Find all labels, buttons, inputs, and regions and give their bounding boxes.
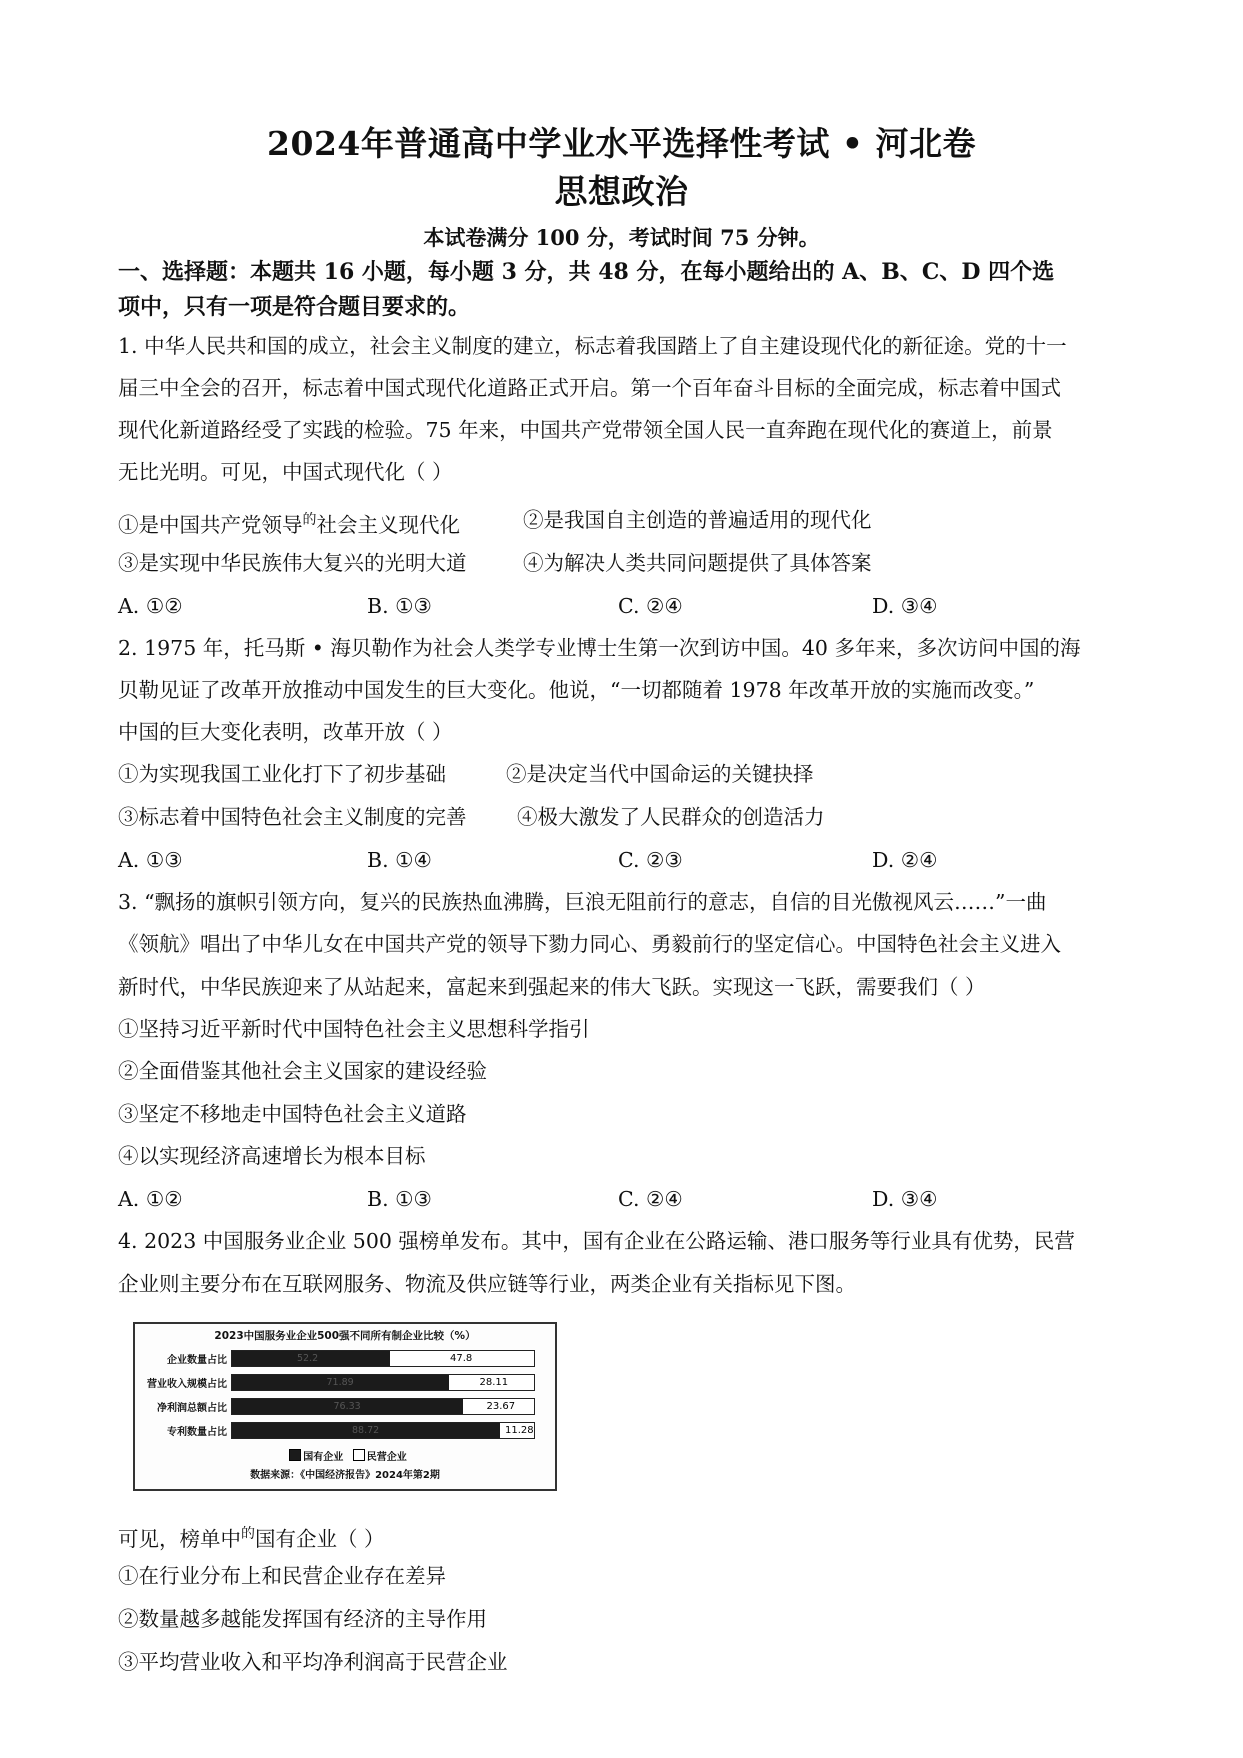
chart-title: 2023中国服务业企业500强不同所有制企业比较（%）: [214, 1330, 476, 1342]
q2-option-a[interactable]: A. ①③: [118, 848, 183, 872]
q3-option-a[interactable]: A. ①②: [118, 1187, 183, 1211]
q2-statement-3: ③标志着中国特色社会主义制度的完善: [118, 805, 467, 829]
q2-stem-line: 贝勒见证了改革开放推动中国发生的巨大变化。他说，“一切都随着 1978 年改革开放的实施而改变。”: [118, 678, 1035, 702]
chart-bar: [231, 1374, 535, 1391]
subject-title: 思想政治: [554, 172, 689, 211]
chart-bar: [231, 1350, 535, 1367]
exam-title: 2024年普通高中学业水平选择性考试 • 河北卷: [267, 124, 976, 163]
section-heading-line2: 项中，只有一项是符合题目要求的。: [118, 294, 471, 320]
q2-statement-2: ②是决定当代中国命运的关键抉择: [506, 762, 814, 786]
q2-option-c[interactable]: C. ②③: [618, 848, 683, 872]
chart-data-label-private: 47.8: [450, 1353, 473, 1364]
q3-stem-line: 《领航》唱出了中华儿女在中国共产党的领导下勠力同心、勇毅前行的坚定信心。中国特色社会主义进入: [118, 932, 1061, 956]
q3-stem-line: 3. “飘扬的旗帜引领方向，复兴的民族热血沸腾，巨浪无阻前行的意志，自信的目光傲视风云……”一曲: [118, 890, 1047, 914]
q1-statement-2: ②是我国自主创造的普遍适用的现代化: [523, 508, 872, 532]
q3-statement-3: ③坚定不移地走中国特色社会主义道路: [118, 1102, 467, 1126]
q3-statement-4: ④以实现经济高速增长为根本目标: [118, 1144, 426, 1168]
q4-statement-1: ①在行业分布上和民营企业存在差异: [118, 1564, 446, 1588]
q1-option-c[interactable]: C. ②④: [618, 594, 683, 618]
chart-category-label: 净利润总额占比: [157, 1403, 227, 1414]
q2-statement-1: ①为实现我国工业化打下了初步基础: [118, 762, 446, 786]
chart-category-label: 企业数量占比: [167, 1355, 227, 1366]
q2-option-b[interactable]: B. ①④: [367, 848, 432, 872]
chart-category-label: 营业收入规模占比: [147, 1379, 227, 1390]
q1-option-b[interactable]: B. ①③: [367, 594, 432, 618]
q4-statement-3: ③平均营业收入和平均净利润高于民营企业: [118, 1650, 508, 1674]
chart-data-label-state: 88.72: [352, 1425, 380, 1436]
q1-stem-line: 无比光明。可见，中国式现代化（ ）: [118, 460, 453, 484]
chart-data-label-state: 76.33: [333, 1401, 361, 1412]
q3-stem-line: 新时代，中华民族迎来了从站起来，富起来到强起来的伟大飞跃。实现这一飞跃，需要我们（ ）: [118, 975, 986, 999]
chart-bar: [231, 1422, 535, 1439]
legend-swatch-state: [289, 1449, 301, 1461]
q1-option-a[interactable]: A. ①②: [118, 594, 183, 618]
q3-option-b[interactable]: B. ①③: [367, 1187, 432, 1211]
q2-option-d[interactable]: D. ②④: [872, 848, 938, 872]
q3-option-d[interactable]: D. ③④: [872, 1187, 938, 1211]
section-heading-line1: 一、选择题：本题共 16 小题，每小题 3 分，共 48 分，在每小题给出的 A、B、C、D 四个选: [118, 259, 1055, 285]
q4-stem-line: 4. 2023 中国服务业企业 500 强榜单发布。其中，国有企业在公路运输、港口服务等行业具有优势，民营: [118, 1229, 1075, 1253]
q3-statement-2: ②全面借鉴其他社会主义国家的建设经验: [118, 1059, 487, 1083]
q4-statement-2: ②数量越多越能发挥国有经济的主导作用: [118, 1607, 487, 1631]
q1-stem-line: 现代化新道路经受了实践的检验。75 年来，中国共产党带领全国人民一直奔跑在现代化的赛道上，前景: [118, 418, 1053, 442]
q2-stem-line: 中国的巨大变化表明，改革开放（ ）: [118, 720, 453, 744]
chart-bar: [231, 1398, 535, 1415]
chart-data-label-private: 23.67: [486, 1401, 516, 1412]
q1-statement-3: ③是实现中华民族伟大复兴的光明大道: [118, 551, 467, 575]
chart-data-label-state: 71.89: [326, 1377, 354, 1388]
q1-statement-1: ①是中国共产党领导$^的$社会主义现代化: [118, 512, 460, 537]
chart-category-label: 专利数量占比: [167, 1427, 227, 1438]
q3-statement-1: ①坚持习近平新时代中国特色社会主义思想科学指引: [118, 1017, 590, 1041]
exam-note: 本试卷满分 100 分，考试时间 75 分钟。: [423, 225, 820, 250]
q4-stem-line: 企业则主要分布在互联网服务、物流及供应链等行业，两类企业有关指标见下图。: [118, 1272, 856, 1296]
legend-swatch-private: [353, 1449, 365, 1461]
q2-stem-line: 2. 1975 年，托马斯 • 海贝勒作为社会人类学专业博士生第一次到访中国。40 多年来，多次访问中国的海: [118, 636, 1081, 660]
q4-stem: 可见，榜单中$^的$国有企业（ ）: [118, 1526, 385, 1551]
chart-source: 数据来源：《中国经济报告》2024年第2期: [250, 1470, 440, 1481]
chart-data-label-private: 11.28: [505, 1425, 534, 1436]
ownership-comparison-chart: [133, 1322, 557, 1491]
q1-option-d[interactable]: D. ③④: [872, 594, 938, 618]
q1-statement-4: ④为解决人类共同问题提供了具体答案: [523, 551, 872, 575]
q2-statement-4: ④极大激发了人民群众的创造活力: [517, 805, 825, 829]
q1-stem-line: 届三中全会的召开，标志着中国式现代化道路正式开启。第一个百年奋斗目标的全面完成，标志着中国式: [118, 376, 1061, 400]
q1-stem-line: 1. 中华人民共和国的成立，社会主义制度的建立，标志着我国踏上了自主建设现代化的新征途。党的十一: [118, 334, 1067, 358]
chart-legend: [135, 1448, 555, 1463]
q3-option-c[interactable]: C. ②④: [618, 1187, 683, 1211]
chart-data-label-state: 52.2: [297, 1353, 319, 1364]
chart-data-label-private: 28.11: [479, 1377, 509, 1388]
legend-label-private: 民营企业: [366, 1452, 407, 1463]
legend-label-state: 国有企业: [303, 1452, 344, 1463]
